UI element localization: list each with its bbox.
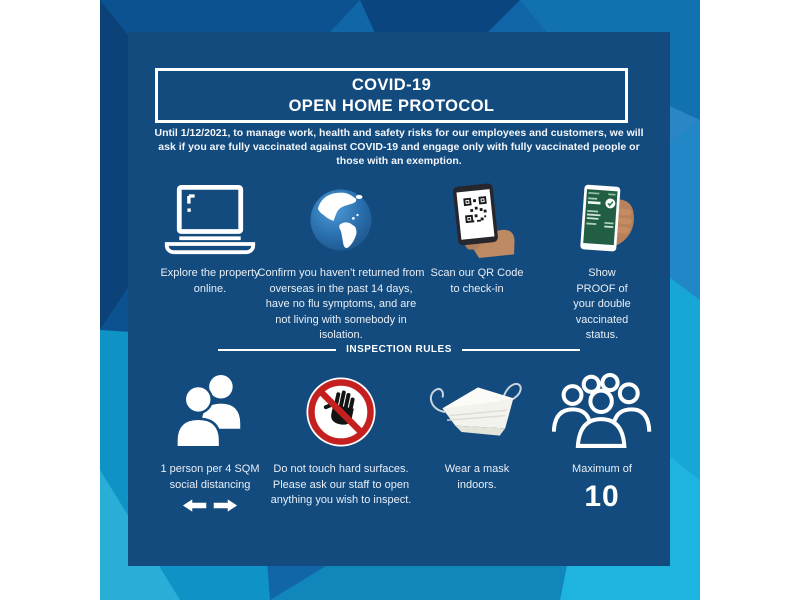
vaccine-pass-phone-image <box>546 182 658 258</box>
step-qr-checkin <box>408 182 546 297</box>
covid-protocol-poster <box>100 0 700 600</box>
divider-line-right <box>462 349 580 351</box>
step-caption: Scan our QR Code to check-in <box>430 267 524 295</box>
title-box <box>155 68 628 123</box>
intro-text: Until 1/12/2021, to manage work, health and safety risks for our employees and customers, we will ask if you are fully vaccinated against COVID-19 and engage only with fully vaccinated people or those with an exemption. <box>154 127 644 167</box>
step-caption: Confirm you haven’t returned from overseas in the past 14 days, have no flu symptoms, and are not living with somebody in isolation. <box>257 267 425 341</box>
rule-caption: Wear a mask indoors. <box>444 463 510 491</box>
face-mask-image <box>408 370 546 454</box>
rule-caption: Do not touch hard surfaces. Please ask our staff to open anything you wish to inspect. <box>270 463 412 506</box>
no-touch-icon <box>256 370 426 454</box>
poster-title-line1: COVID-19 <box>351 75 432 94</box>
rule-wear-mask <box>408 370 546 493</box>
rule-no-touch <box>256 370 426 509</box>
rule-caption: Maximum of <box>572 463 632 475</box>
divider-line-left <box>218 349 336 351</box>
rule-caption: 1 person per 4 SQM social distancing <box>160 463 260 491</box>
divider-label: INSPECTION RULES <box>346 344 452 355</box>
step-show-proof <box>546 182 658 344</box>
step-overseas-declaration <box>256 182 426 344</box>
step-caption: Explore the property online. <box>160 267 260 295</box>
step-caption: Show PROOF of your double vaccinated status. <box>573 267 631 341</box>
max-people-value: 10 <box>584 479 620 513</box>
crowd-icon <box>546 370 658 454</box>
poster-title-line2: OPEN HOME PROTOCOL <box>288 96 495 115</box>
protocol-panel <box>128 32 670 566</box>
rule-maximum-people <box>546 370 658 514</box>
globe-icon <box>256 182 426 258</box>
inspection-rules-divider <box>128 344 670 355</box>
qr-code-phone-image <box>408 182 546 258</box>
